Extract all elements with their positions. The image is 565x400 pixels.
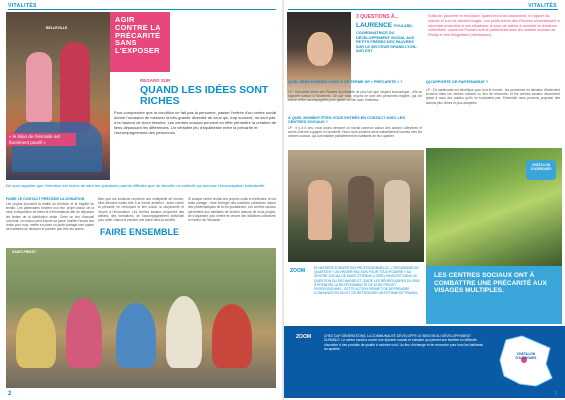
photo-figure	[166, 296, 202, 368]
header-rule	[8, 9, 276, 10]
column-body: Les projets épousent la réalité du territoire et la fragilité du terrain. Les partenaires fondent tout leur projet autour de la mise à disposition de biens et d'informations afin de dépasser les limites de la distribution seule. Créer un lieu d'accueil convivial, où chacun peut trouver sa place, faciliter l'accès aux droits pour tous, mettre en place un jardin partagé sont autant de manières de dessiner le premier pas vers les autres.	[6, 202, 94, 232]
photo-figure	[384, 180, 410, 242]
headline-box	[110, 12, 170, 72]
zoom-label: ZOOM	[296, 334, 311, 340]
pull-quote-text: LES CENTRES SOCIAUX ONT À COMBATTRE UNE PRÉCARITÉ AUX VISAGES MULTIPLES.	[434, 272, 547, 295]
left-page	[0, 0, 282, 400]
photo-belleville	[6, 12, 110, 180]
header-rule	[288, 9, 558, 10]
interviewee-name: LAURENCE	[356, 22, 393, 29]
section-label: VITALITÉS	[8, 3, 37, 9]
location-badge-label: CHÂTILLON D'AZERGUES	[530, 163, 552, 171]
photo-figure	[12, 122, 102, 172]
column-body: Si chaque centre choisit ses propres outils et méthodes, le but reste partagé : faire émerger des solutions collectives autour des problématiques de la vie quotidienne. Les centres sociaux permettent aux habitants de devenir acteurs de leurs projets, de s'organiser pour mettre en œuvre des initiatives collectives en faveur de l'inclusion.	[188, 197, 276, 223]
section-title: FAIRE ENSEMBLE	[100, 227, 180, 237]
photo-figure	[16, 308, 56, 368]
photo-figure	[116, 303, 156, 368]
section-label: VITALITÉS	[528, 3, 557, 9]
photo-caption: SAINT-PRIEST	[12, 250, 37, 254]
zoom-text: EN MATIÈRE D'INSERTION PROFESSIONNELLE, L'ORGANISME DE QUARTIER « UN PANIER PAS SON POUR TOUS POURRE » AU CENTRE SOCIAL DE SAINT-ÉTIENNE (LOIRE) S'INSCRIT DANS LA QUESTION DU DÉCHARGE ET GUIDE LES BÉNÉFICIAIRES DU RSA À PRENDRE LA RESPONSABILITÉ DE LEUR PROJET PROFESSIONNEL. CETTE ACTION PERMET DE REPRENDRE CONFIANCE EN SOI ET DE RETROUVER UN RYTHME DE TRAVAIL.	[314, 266, 420, 296]
question-heading: À QUEL MOMENT ÊTES-VOUS ENTRÉS EN CONTACT AVEC LES CENTRES SOCIAUX ?	[288, 116, 405, 125]
photo-kitchen	[288, 150, 424, 262]
photo-figure	[66, 298, 102, 368]
map-label: CHÂTILLON D'AZERGUES	[515, 352, 537, 360]
headline-text: AGIR CONTRE LA PRÉCARITÉ SANS L'EXPOSER	[115, 15, 161, 56]
intro-highlight: De quoi rappeler que l'intention est moins de faire les questions parfois difficiles que de dévoiler un collectif qui autorise l'émancipation individuelle.	[6, 183, 266, 188]
map-outline-icon	[496, 334, 554, 390]
right-page	[284, 0, 565, 400]
quote-tag: « le bilan de l'entraide est forcément positif »	[6, 133, 76, 146]
interviewee-role: COORDINATRICE DU DÉVELOPPEMENT SOCIAL AUX PETITS FRÈRES DES PAUVRES SUR LE SECTEUR GRAND LYON-SUD EST	[356, 31, 417, 54]
photo-figure	[348, 176, 374, 242]
article-lead: Pour comprendre que la condition ne fait pas la personne, passer l'entrée d'un centre social donne l'occasion de mesurer la très grande diversité de ceux qui, trop souvent, ne sont pas à la hauteur de leurs besoins. Les centres sociaux peuvent en effet permettre la création de liens dépassant les différences. Un véritable jeu d'équilibriste entre la précarité et l'accompagnement des personnes.	[114, 110, 277, 135]
answer-text: LP : Il y a 6 ans, nous avons démarré un travail commun autour des actions collectives et avons cherché à gagner en proximité. Nous nous sommes alors naturellement tournés vers les centres sociaux, qui connaissent parfaitement les habitants de leur quartier.	[288, 126, 422, 139]
interview-intro: Solitude, pauvreté et exclusion, quand les trois s'associent, le rapport au monde et à la vie devient fragile. Les petits frères des Pauvres s'investissent à répondre ensemble à ces situations, à coup de visites à domicile et d'actions collectives. Laurence Poulard suit le partenariat avec les centres sociaux de Parilly et des Minguettes (Vénissieux).	[428, 14, 560, 38]
column-body: Bien que les solutions reçoivent une multiplicité de formes, elles tiennent toutes tête à la même ambition : lutter contre la précarité en renforçant le lien social, la citoyenneté et l'accès à l'information. Les centres sociaux proposent des ateliers, des formations, de l'accompagnement individuel pour aider chacun à prendre une place dans la société.	[98, 197, 184, 223]
answer-text: LP : Aux petits frères des Pauvres la précarité va plus loin que l'aspect économique ; elle se rapporte surtout à l'isolement. Ce que nous voyons ce sont des personnes fragiles, qui ont besoin d'être accompagnées pour garder un lien avec l'extérieur.	[288, 90, 422, 103]
photo-saint-priest	[6, 248, 276, 388]
photo-figure	[26, 52, 52, 122]
column-heading: FAIRE LE CONTACT PRÉCÈDE LA DONATION	[6, 197, 85, 201]
photo-figure	[308, 180, 332, 240]
photo-caption: BELLEVILLE	[46, 26, 68, 30]
zoom-label: ZOOM	[290, 268, 305, 274]
question-heading: QU'APPORTE CE PARTENARIAT ?	[426, 80, 489, 84]
article-title: QUAND LES IDÉES SONT RICHES	[140, 84, 269, 107]
zoom-text: CHEZ CAP GÉNÉRATIONS, LA COMMUNAUTÉ DÉVELOPPE LE BESOIN DU DÉVELOPPEMENT DURABLE. Le centre social a ouvert une épicerie sociale et solidaire qui permet aux familles en difficulté d'accéder à des produits de qualité à moindre coût. Un lieu d'échange et de rencontre pour tous les habitants du quartier.	[324, 334, 484, 351]
kicker: REGARD SUR	[140, 78, 171, 83]
photo-figure	[60, 42, 90, 132]
pull-quote-box	[426, 266, 562, 324]
portrait-face	[307, 32, 333, 66]
page-number: 2	[8, 391, 12, 397]
photo-figure	[212, 304, 252, 368]
interviewee-surname: POULARD,	[394, 24, 413, 28]
interview-kicker: 3 QUESTIONS À...	[356, 14, 399, 20]
answer-text: LP : Ce partenariat est bénéfique pour tout le monde : les personnes en situation d'isolement trouvent dans les centres sociaux un lieu de rencontre, et les centres sociaux découvrent grâce à nous des publics qu'ils ne touchaient pas. Ensemble nous pouvons proposer des actions plus riches et plus adaptées.	[426, 88, 560, 105]
question-heading: QUEL SENS DONNEZ-VOUS À CE TERME DE « PRÉCARITÉ » ?	[288, 80, 403, 84]
portrait-photo	[287, 12, 351, 100]
page-number: 3	[553, 391, 557, 397]
